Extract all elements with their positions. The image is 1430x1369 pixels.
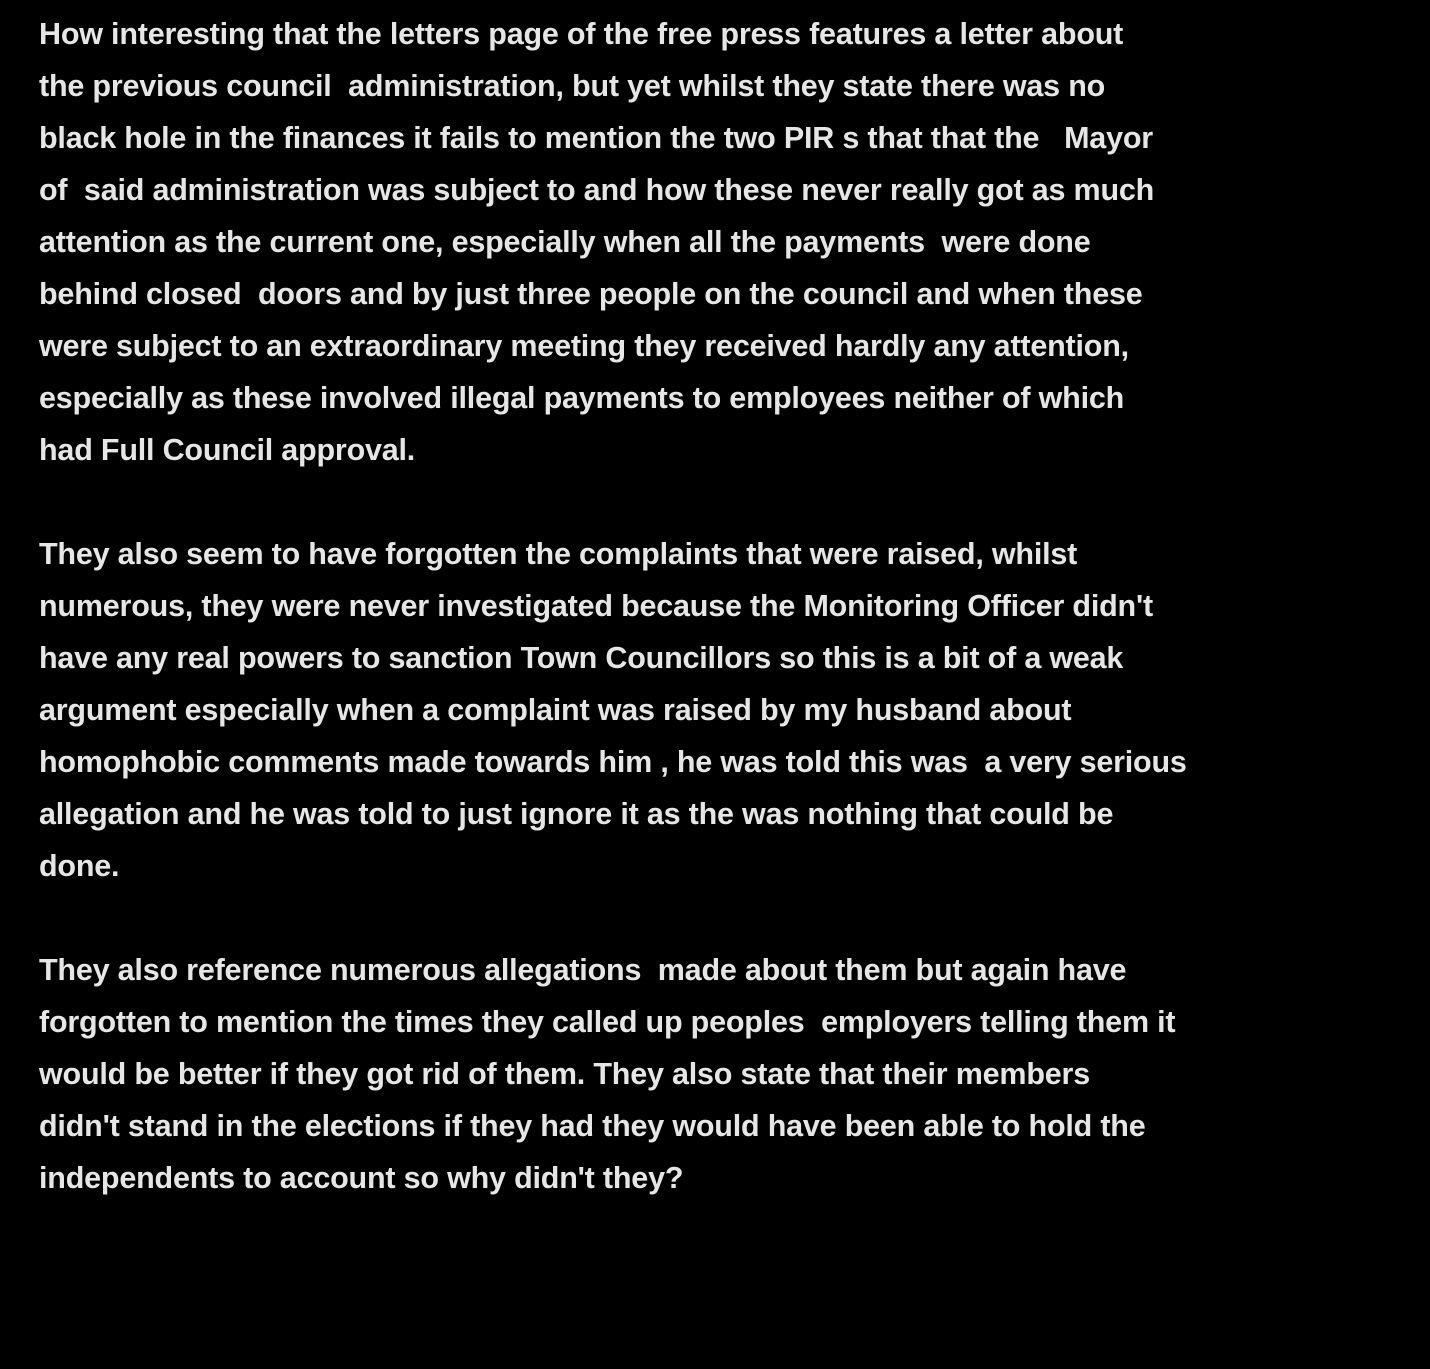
text-line: They also reference numerous allegations made about them but again have: [39, 953, 1127, 987]
text-line: homophobic comments made towards him , he was told this was a very serious: [39, 745, 1187, 779]
text-line: attention as the current one, especially when all the payments were done: [39, 225, 1091, 259]
text-line: have any real powers to sanction Town Councillors so this is a bit of a weak: [39, 641, 1124, 675]
text-line: had Full Council approval.: [39, 433, 416, 467]
text-line: behind closed doors and by just three people on the council and when these: [39, 277, 1143, 311]
text-line: of said administration was subject to and how these never really got as much: [39, 173, 1155, 207]
text-line: They also seem to have forgotten the complaints that were raised, whilst: [39, 537, 1078, 571]
text-line: especially as these involved illegal payments to employees neither of which: [39, 381, 1125, 415]
text-line: numerous, they were never investigated because the Monitoring Officer didn't: [39, 589, 1154, 623]
text-line: didn't stand in the elections if they had they would have been able to hold the: [39, 1109, 1146, 1143]
text-line: argument especially when a complaint was raised by my husband about: [39, 693, 1072, 727]
paragraph-1: [39, 8, 1400, 476]
text-line: were subject to an extraordinary meeting they received hardly any attention,: [39, 329, 1129, 363]
text-line: done.: [39, 849, 120, 883]
text-line: the previous council administration, but yet whilst they state there was no: [39, 69, 1106, 103]
text-line: independents to account so why didn't they?: [39, 1161, 684, 1195]
text-line: How interesting that the letters page of the free press features a letter about: [39, 17, 1124, 51]
text-line: forgotten to mention the times they called up peoples employers telling them it: [39, 1005, 1176, 1039]
paragraph-3: [39, 944, 1400, 1204]
text-line: allegation and he was told to just ignore it as the was nothing that could be: [39, 797, 1114, 831]
text-line: black hole in the finances it fails to mention the two PIR s that that the Mayor: [39, 121, 1153, 155]
paragraph-2: [39, 528, 1400, 892]
text-line: would be better if they got rid of them. They also state that their members: [39, 1057, 1090, 1091]
